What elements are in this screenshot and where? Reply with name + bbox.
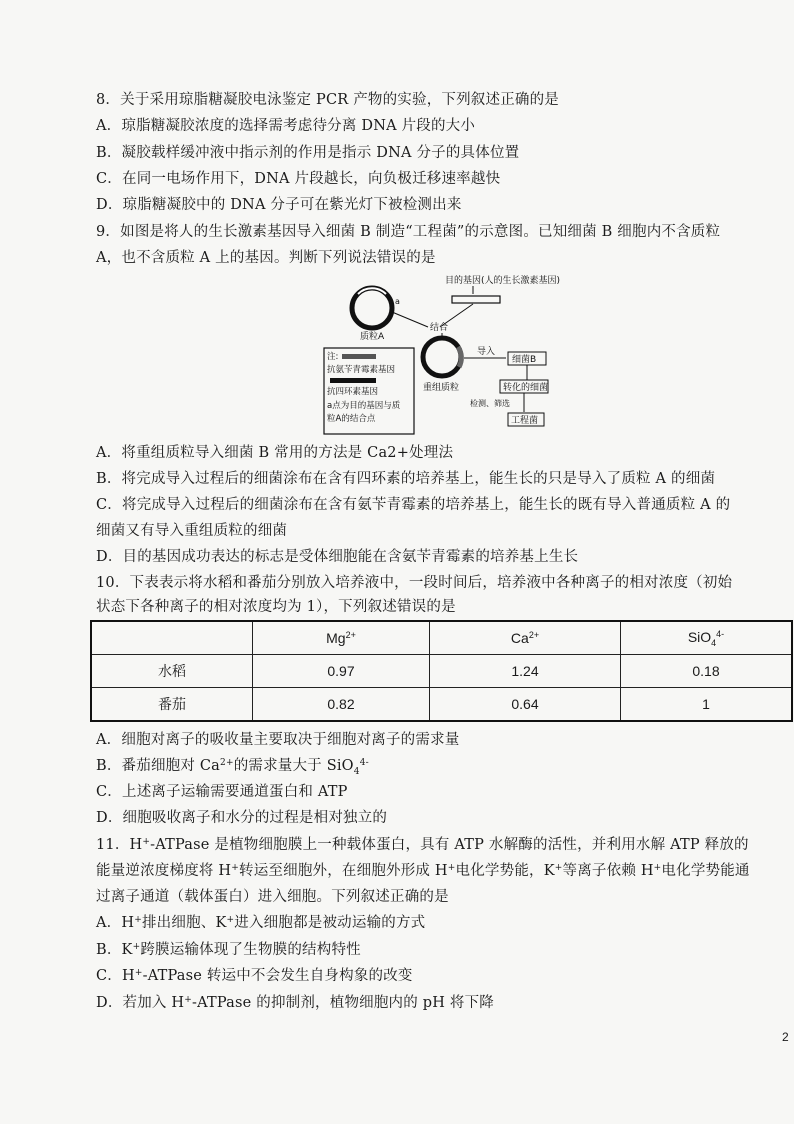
plasmid-a-label: 质粒A — [360, 332, 385, 342]
q8-stem: 8．关于采用琼脂糖凝胶电泳鉴定 PCR 产物的实验，下列叙述正确的是 — [96, 92, 560, 108]
target-gene-fragment — [452, 296, 500, 303]
legend-amp-swatch — [342, 354, 376, 359]
plasmid-diagram — [320, 272, 560, 437]
legend-title: 注: — [327, 352, 339, 362]
q8-option-d: D．琼脂糖凝胶中的 DNA 分子可在紫光灯下被检测出来 — [96, 197, 462, 213]
transformed-label: 转化的细菌 — [503, 383, 549, 393]
q10-option-b: B．番茄细胞对 $Ca^{2+}$的需求量大于 SiO$_4^{4-}$ — [96, 758, 369, 777]
table-row — [91, 688, 792, 722]
q9-option-a: A．将重组质粒导入细菌 B 常用的方法是 Ca2+处理法 — [96, 445, 454, 461]
q11-option-a: A．H+排出细胞、K+进入细胞都是被动运输的方式 — [96, 915, 426, 931]
q11-option-d: D．若加入 H+-ATPase 的抑制剂，植物细胞内的 pH 将下降 — [96, 995, 495, 1011]
target-gene-label: 目的基因(人的生长激素基因) — [445, 276, 560, 286]
table-cell: 0.82 — [253, 688, 430, 722]
table-cell: 0.18 — [621, 655, 793, 688]
table-cell: 0.97 — [253, 655, 430, 688]
bacteria-b-label: 细菌B — [512, 355, 537, 365]
q10-stem-line1: 10．下表表示将水稻和番茄分别放入培养液中，一段时间后，培养液中各种离子的相对浓度（初始 — [96, 575, 733, 591]
q8-option-a: A．琼脂糖凝胶浓度的选择需考虑待分离 DNA 片段的大小 — [96, 118, 476, 134]
recombinant-plasmid-ring — [423, 338, 461, 376]
table-cell: 0.64 — [430, 688, 621, 722]
q9-option-c-line1: C．将完成导入过程后的细菌涂布在含有氨苄青霉素的培养基上，能生长的既有导入普通质粒 A 的 — [96, 497, 731, 513]
legend-amp-label: 抗氨苄青霉素基因 — [327, 365, 396, 375]
q8-option-c: C．在同一电场作用下，DNA 片段越长，向负极迁移速率越快 — [96, 171, 501, 187]
legend-a-line2: 粒A的结合点 — [327, 414, 376, 424]
legend-tet-swatch — [330, 378, 376, 383]
table-cell: 1.24 — [430, 655, 621, 688]
combine-arrow-left — [392, 312, 428, 327]
legend-tet-label: 抗四环素基因 — [327, 387, 379, 397]
recombinant-label: 重组质粒 — [423, 383, 460, 393]
ion-concentration-table — [90, 620, 793, 722]
q11-stem-line3: 过离子通道（载体蛋白）进入细胞。下列叙述正确的是 — [96, 889, 449, 905]
table-header-ca: $Ca^{2+}$ — [430, 621, 621, 655]
table-cell: 水稻 — [91, 655, 253, 688]
q10-option-d: D．细胞吸收离子和水分的过程是相对独立的 — [96, 810, 388, 826]
q9-option-b: B．将完成导入过程后的细菌涂布在含有四环素的培养基上，能生长的只是导入了质粒 A 的细菌 — [96, 471, 716, 487]
table-header-mg: $Mg^{2+}$ — [253, 621, 430, 655]
q10-option-c: C．上述离子运输需要通道蛋白和 ATP — [96, 784, 348, 800]
engineered-label: 工程菌 — [511, 416, 539, 426]
q11-stem-line2: 能量逆浓度梯度将 H+转运至细胞外，在细胞外形成 H+电化学势能，K+等离子依赖 H+电化学势能通 — [96, 863, 750, 879]
table-header-empty — [91, 621, 253, 655]
combine-label: 结合 — [430, 323, 449, 333]
detect-label: 检测、筛选 — [470, 399, 510, 408]
q9-option-c-line2: 细菌又有导入重组质粒的细菌 — [96, 523, 288, 539]
table-cell: 番茄 — [91, 688, 253, 722]
import-label: 导入 — [477, 347, 496, 357]
q11-option-c: C．H+-ATPase 转运中不会发生自身构象的改变 — [96, 968, 413, 984]
q9-option-d: D．目的基因成功表达的标志是受体细胞能在含氨苄青霉素的培养基上生长 — [96, 549, 579, 565]
table-row — [91, 655, 792, 688]
site-a-label: a — [395, 297, 400, 306]
page-number: 2 — [782, 1030, 789, 1044]
table-cell: 1 — [621, 688, 793, 722]
q10-option-a: A．细胞对离子的吸收量主要取决于细胞对离子的需求量 — [96, 732, 460, 748]
q9-stem-line1: 9．如图是将人的生长激素基因导入细菌 B 制造“工程菌”的示意图。已知细菌 B 细胞内不含质粒 — [96, 224, 721, 240]
q11-stem-line1: 11．H+-ATPase 是植物细胞膜上一种载体蛋白，具有 ATP 水解酶的活性，并利用水解 ATP 释放的 — [96, 837, 749, 853]
q8-option-b: B．凝胶载样缓冲液中指示剂的作用是指示 DNA 分子的具体位置 — [96, 145, 520, 161]
table-header-sio4: SiO$_4^{4-}$ — [621, 621, 793, 655]
q11-option-b: B．K+跨膜运输体现了生物膜的结构特性 — [96, 942, 361, 958]
legend-a-line1: a点为目的基因与质 — [327, 401, 401, 411]
q9-stem-line2: A，也不含质粒 A 上的基因。判断下列说法错误的是 — [96, 250, 436, 266]
q10-stem-line2: 状态下各种离子的相对浓度均为 1），下列叙述错误的是 — [96, 599, 456, 615]
table-header-row — [91, 621, 792, 655]
